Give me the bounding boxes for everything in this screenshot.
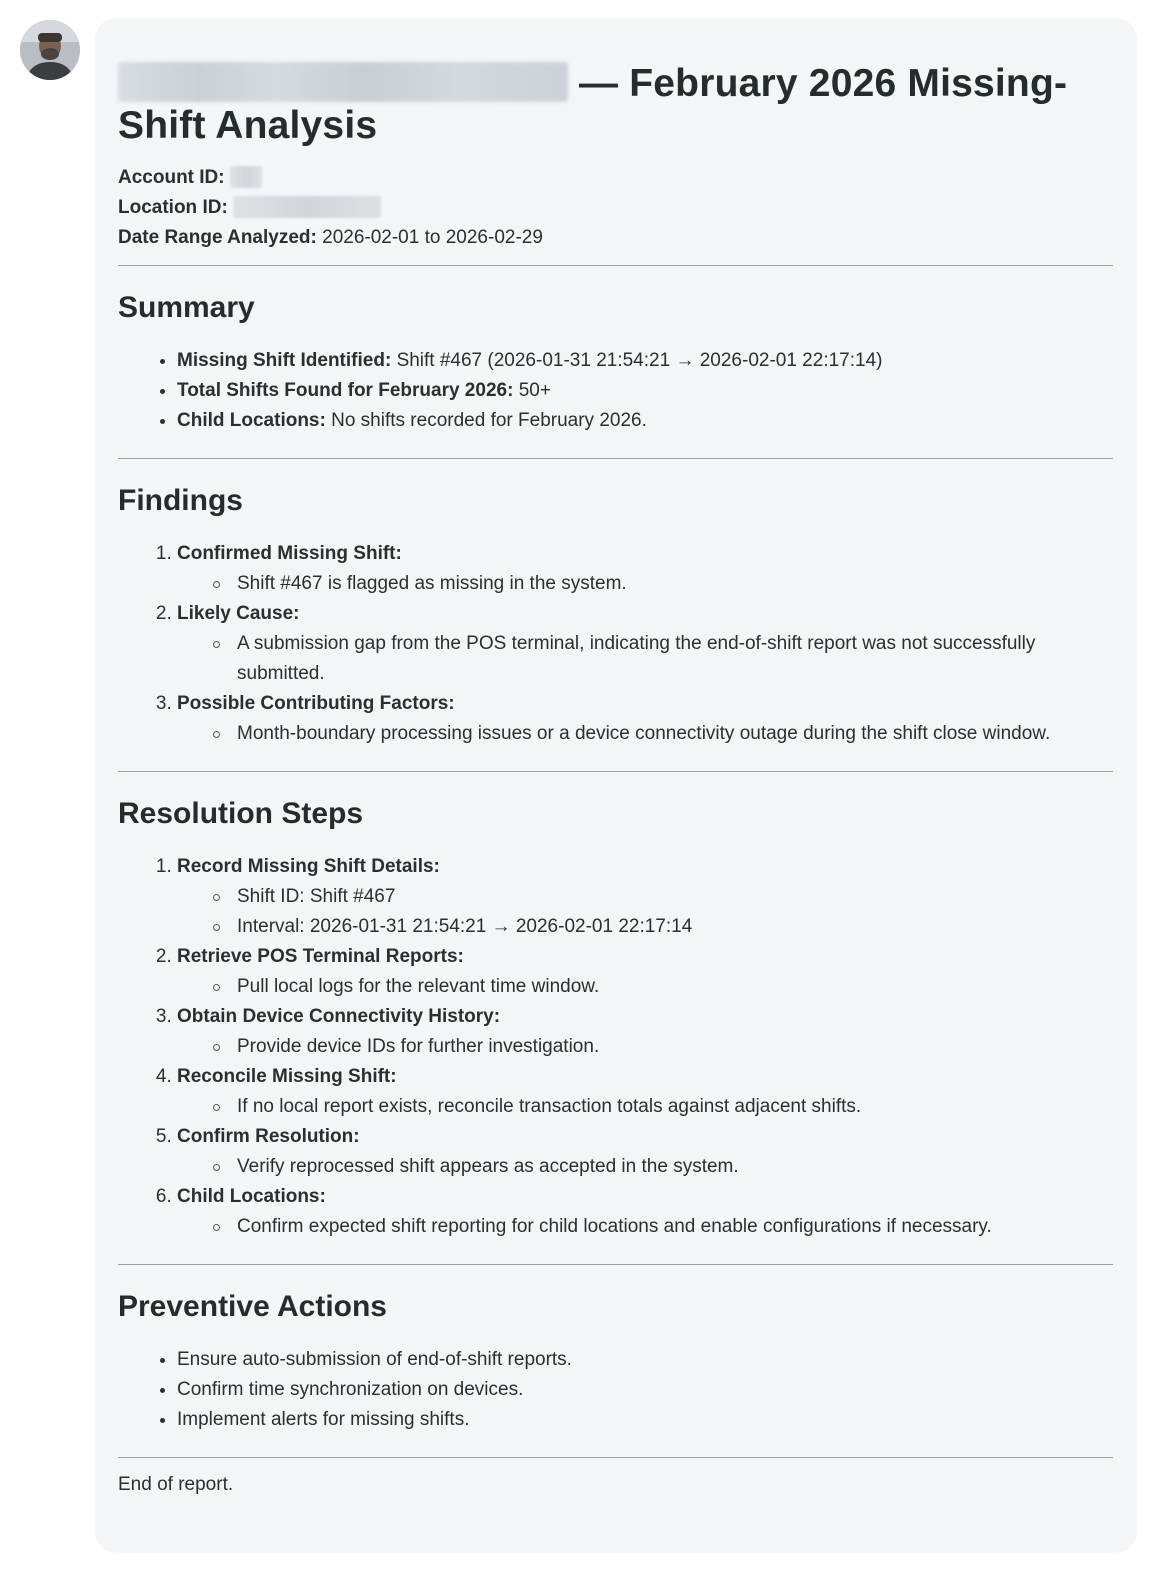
- finding-detail: Shift #467 is flagged as missing in the system.: [237, 569, 1113, 599]
- summary-item: • Missing Shift Identified: Shift #467 (2026-01-31 21:54:21 → 2026-02-01 22:17:14): [177, 346, 1113, 376]
- divider: [118, 771, 1113, 772]
- findings-list: [118, 539, 1113, 749]
- finding-item: 1. Confirmed Missing Shift: Shift #467 is flagged as missing in the system.: [177, 539, 1113, 599]
- divider: [118, 1264, 1113, 1265]
- finding-detail: Month-boundary processing issues or a device connectivity outage during the shift close window.: [237, 719, 1113, 749]
- findings-heading: Findings: [118, 484, 243, 517]
- resolution-detail: Interval: 2026-01-31 21:54:21 → 2026-02-01 22:17:14: [237, 912, 1113, 942]
- summary-list: [118, 346, 1113, 436]
- preventive-item: • Implement alerts for missing shifts.: [177, 1405, 1113, 1435]
- summary-item: • Total Shifts Found for February 2026: 50+: [177, 376, 1113, 406]
- resolution-step: 2. Retrieve POS Terminal Reports: Pull local logs for the relevant time window.: [177, 942, 1113, 1002]
- resolution-step: 4. Reconcile Missing Shift: If no local report exists, reconcile transaction totals against adjacent shifts.: [177, 1062, 1113, 1122]
- resolution-detail: Verify reprocessed shift appears as accepted in the system.: [237, 1152, 1113, 1182]
- resolution-detail: Confirm expected shift reporting for child locations and enable configurations if necessary.: [237, 1212, 1113, 1242]
- preventive-list: [118, 1345, 1113, 1435]
- resolution-steps-list: [118, 852, 1113, 1242]
- report-title: — February 2026 Missing-Shift Analysis: [118, 62, 1068, 147]
- summary-heading: Summary: [118, 291, 255, 324]
- resolution-detail: Provide device IDs for further investigation.: [237, 1032, 1113, 1062]
- finding-item: 3. Possible Contributing Factors: Month-boundary processing issues or a device connectivity outage during the shift close window.: [177, 689, 1113, 749]
- report-metadata: [118, 163, 1113, 253]
- divider: [118, 265, 1113, 266]
- finding-detail: A submission gap from the POS terminal, indicating the end-of-shift report was not successfully submitted.: [237, 629, 1113, 689]
- finding-item: 2. Likely Cause: A submission gap from the POS terminal, indicating the end-of-shift report was not successfully submitted.: [177, 599, 1113, 689]
- resolution-step: 5. Confirm Resolution: Verify reprocessed shift appears as accepted in the system.: [177, 1122, 1113, 1182]
- divider: [118, 1457, 1113, 1458]
- resolution-step: 6. Child Locations: Confirm expected shift reporting for child locations and enable configurations if necessary.: [177, 1182, 1113, 1242]
- resolution-detail: Shift ID: Shift #467: [237, 882, 1113, 912]
- resolution-step: 1. Record Missing Shift Details: Shift ID: Shift #467 Interval: 2026-01-31 21:54:21 → 2026-02-01 22:17:14: [177, 852, 1113, 942]
- message-bubble: [95, 18, 1137, 1553]
- redacted-location-name: [118, 62, 568, 102]
- end-of-report-text: End of report.: [118, 1474, 234, 1495]
- divider: [118, 458, 1113, 459]
- resolution-detail: If no local report exists, reconcile transaction totals against adjacent shifts.: [237, 1092, 1113, 1122]
- resolution-step: 3. Obtain Device Connectivity History: Provide device IDs for further investigation.: [177, 1002, 1113, 1062]
- summary-item: • Child Locations: No shifts recorded for February 2026.: [177, 406, 1113, 436]
- account-id-row: Account ID:: [118, 163, 1113, 193]
- resolution-detail: Pull local logs for the relevant time window.: [237, 972, 1113, 1002]
- preventive-item: • Ensure auto-submission of end-of-shift reports.: [177, 1345, 1113, 1375]
- preventive-heading: Preventive Actions: [118, 1290, 387, 1323]
- avatar: [20, 20, 80, 80]
- location-id-row: Location ID:: [118, 193, 1113, 223]
- date-range-row: Date Range Analyzed: 2026-02-01 to 2026-02-29: [118, 227, 543, 248]
- resolution-heading: Resolution Steps: [118, 797, 364, 830]
- redacted-account-id: [230, 166, 262, 188]
- user-avatar-icon: [20, 20, 80, 80]
- redacted-location-id: [233, 196, 381, 218]
- preventive-item: • Confirm time synchronization on devices.: [177, 1375, 1113, 1405]
